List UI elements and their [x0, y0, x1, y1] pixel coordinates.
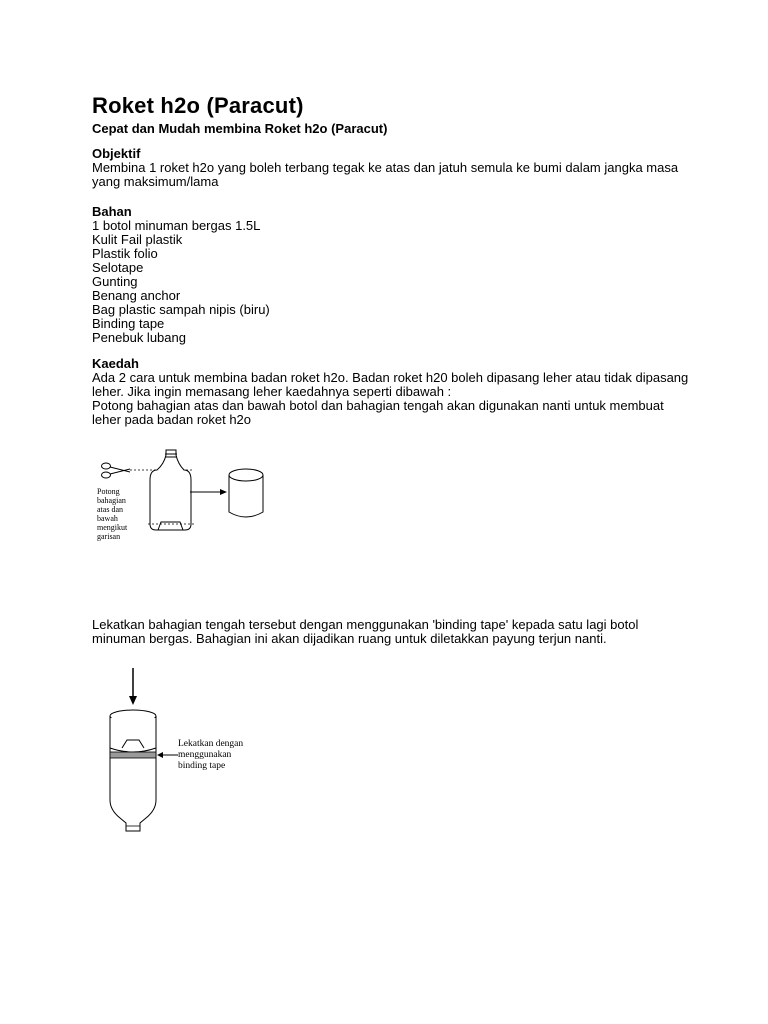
figure-attach-neck — [100, 668, 270, 838]
figure2-caption-line: menggunakan — [178, 750, 232, 760]
bahan-heading: Bahan — [92, 204, 132, 219]
bottle-icon — [150, 450, 191, 530]
list-item: Gunting — [92, 274, 138, 289]
scissors-icon — [102, 463, 131, 478]
page-title: Roket h2o (Paracut) — [92, 93, 304, 118]
list-item: Kulit Fail plastik — [92, 232, 183, 247]
page-subtitle: Cepat dan Mudah membina Roket h2o (Paracut) — [92, 121, 388, 136]
list-item: Binding tape — [92, 316, 165, 331]
kaedah-para-3: Lekatkan bahagian tengah tersebut dengan menggunakan 'binding tape' kepada satu lagi botol minuman bergas. Bahagian ini akan dijadikan ruang untuk diletakkan payung terjun nanti. — [92, 617, 639, 646]
binding-tape-band — [110, 752, 156, 758]
cylinder-icon — [229, 469, 263, 517]
figure1-caption-line: bahagian — [97, 496, 126, 505]
list-item: Selotape — [92, 260, 144, 275]
list-item: Bag plastic sampah nipis (biru) — [92, 302, 270, 317]
bottle-icon — [110, 710, 156, 831]
figure1-caption-line: garisan — [97, 532, 121, 541]
figure1-caption-line: Potong — [97, 487, 120, 496]
list-item: Benang anchor — [92, 288, 181, 303]
section-kaedah — [92, 357, 692, 427]
kaedah-heading: Kaedah — [92, 356, 139, 371]
section-bahan — [92, 205, 692, 345]
figure1-caption-line: atas dan — [97, 505, 123, 514]
figure1-caption-line: bawah — [97, 514, 118, 523]
list-item: 1 botol minuman bergas 1.5L — [92, 218, 261, 233]
objektif-heading: Objektif — [92, 146, 141, 161]
bahan-list — [92, 219, 692, 345]
figure1-caption-line: mengikut — [97, 523, 128, 532]
kaedah-para-1: Ada 2 cara untuk membina badan roket h2o. Badan roket h20 boleh dipasang leher atau tidak dipasang leher. Jika ingin memasang leher kaedahnya seperti dibawah : — [92, 370, 689, 399]
figure-cut-bottle — [90, 440, 290, 550]
list-item: Plastik folio — [92, 246, 158, 261]
section-objektif — [92, 147, 692, 189]
figure2-caption-line: binding tape — [178, 761, 226, 771]
objektif-text: Membina 1 roket h2o yang boleh terbang tegak ke atas dan jatuh semula ke bumi dalam jangka masa yang maksimum/lama — [92, 160, 679, 189]
figure2-caption-line: Lekatkan dengan — [178, 739, 244, 749]
kaedah-para-2: Potong bahagian atas dan bawah botol dan bahagian tengah akan digunakan nanti untuk membuat leher pada badan roket h2o — [92, 398, 664, 427]
list-item: Penebuk lubang — [92, 330, 186, 345]
